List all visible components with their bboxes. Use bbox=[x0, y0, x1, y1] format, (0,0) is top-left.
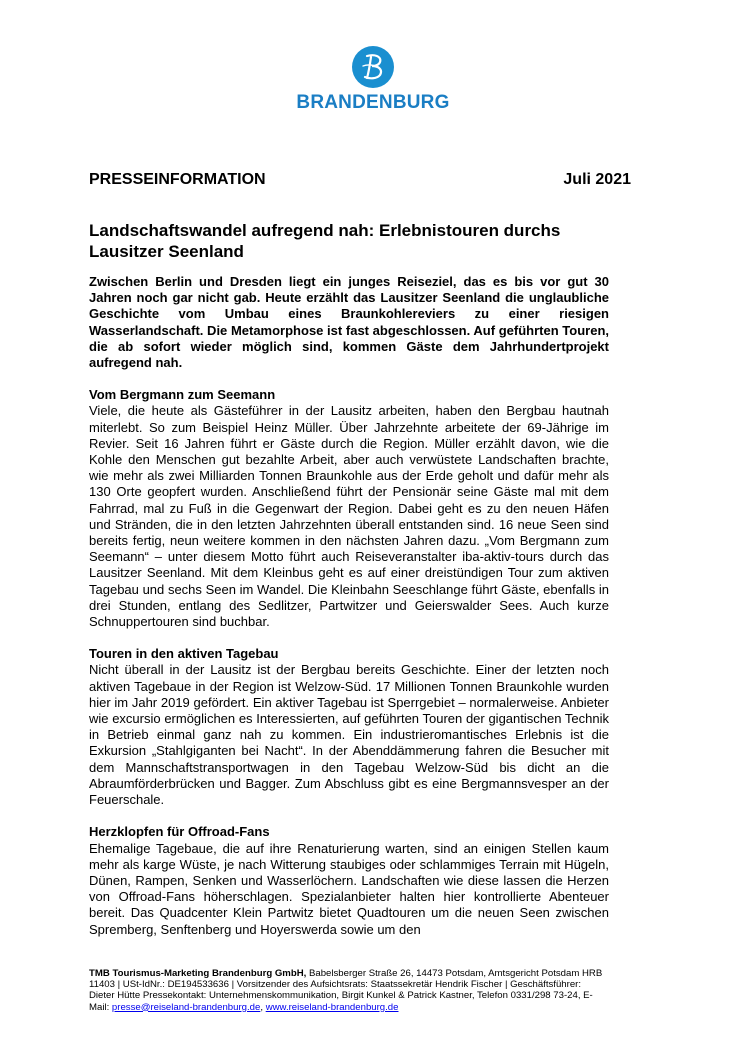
section-text: Ehemalige Tagebaue, die auf ihre Renaturierung warten, sind an einigen Stellen kaum mehr als karge Wüste, je nach Witterung staubiges oder schlammiges Terrain mit Hügeln, Dünen, Rampen, Senken und Wasserlöchern. Landschaften wie diese lassen die Herzen von Offroad-Fans höherschlagen. Spezialanbieter halten hier kontrollierte Abenteuer bereit. Das Quadcenter Klein Partwitz bietet Quadtouren um die neuen Seen zwischen Spremberg, Senftenberg und Hoyerswerda sowie um den bbox=[89, 840, 609, 937]
section-heading: Herzklopfen für Offroad-Fans bbox=[89, 824, 270, 840]
email-link[interactable]: presse@reiseland-brandenburg.de bbox=[111, 1001, 261, 1013]
website-link[interactable]: www.reiseland-brandenburg.de bbox=[265, 1001, 399, 1013]
press-date: Juli 2021 bbox=[563, 171, 631, 188]
section-heading: Vom Bergmann zum Seemann bbox=[89, 387, 276, 403]
section-text: Nicht überall in der Lausitz ist der Bergbau bereits Geschichte. Einer der letzten noch aktiven Tagebaue in der Region ist Welzow-Süd. 17 Millionen Tonnen Braunkohle wurden hier im Jahr 2019 gefördert. Ein aktiver Tagebau ist Sperrgebiet – normalerweise. Anbieter wie excursio ermöglichen es Interessierten, auf geführten Touren der gigantischen Technik in Betrieb einmal ganz nah zu kommen. Ein industrieromantisches Erlebnis ist die Exkursion „Stahlgiganten bei Nacht“. In der Abenddämmerung fahren die Besucher mit dem Mannschaftstransportwagen in den Tagebau Welzow-Süd bis dicht an die Abraumförderbrücken und Bagger. Zum Abschluss gibt es eine Bergmannsvesper an der Feuerschale. bbox=[89, 662, 609, 808]
footer-details: Babelsberger Straße 26, 14473 Potsdam, Amtsgericht Potsdam HRB 11403 | USt-IdNr.: DE194533636 | Vorsitzender des Aufsichtsrats: Staatssekretär Hendrik Fischer | Geschäftsführer: Dieter Hütte Pressekontakt: Unternehmenskommunikation, Birgit Kunkel & Patrick Kastner, Telefon 0331/298 73-24, E-Mail: bbox=[89, 968, 603, 1013]
press-label: PRESSEINFORMATION bbox=[89, 171, 266, 188]
section-tagebau bbox=[89, 646, 609, 808]
section-offroad bbox=[89, 824, 609, 937]
section-bergmann bbox=[89, 387, 609, 630]
footer-separator: , bbox=[260, 1001, 266, 1013]
section-heading: Touren in den aktiven Tagebau bbox=[89, 646, 279, 662]
page-title: Landschaftswandel aufregend nah: Erlebnistouren durchs Lausitzer Seenland bbox=[89, 221, 561, 261]
brandenburg-b-emblem-icon bbox=[352, 46, 394, 88]
brandenburg-logo bbox=[0, 46, 746, 114]
article-body bbox=[89, 274, 609, 938]
logo-wordmark: BRANDENBURG bbox=[296, 92, 450, 113]
lead-paragraph: Zwischen Berlin und Dresden liegt ein junges Reiseziel, das es bis vor gut 30 Jahren noch gar nicht gab. Heute erzählt das Lausitzer Seenland die unglaubliche Geschichte vom Umbau eines Braunkohlereviers zu einer riesigen Wasserlandschaft. Die Metamorphose ist fast abgeschlossen. Auf geführten Touren, die ab sofort wieder möglich sind, kommen Gäste dem Jahrhundertprojekt aufregend nah. bbox=[89, 274, 609, 371]
footer-imprint bbox=[89, 968, 609, 1013]
press-header bbox=[89, 171, 631, 189]
section-text: Viele, die heute als Gästeführer in der Lausitz arbeiten, haben den Bergbau hautnah miterlebt. So zum Beispiel Heinz Müller. Über Jahrzehnte arbeitete der 69-Jährige im Revier. Seit 16 Jahren führt er Gäste durch die Region. Müller erzählt davon, wie die Kohle den Menschen gut bezahlte Arbeit, aber auch verwüstete Landschaften brachte, wie mehr als zwei Milliarden Tonnen Braunkohle aus der Erde geholt und dafür mehr als 130 Orte geopfert wurden. Anschließend führt der Pensionär seine Gäste mal mit dem Fahrrad, mal zu Fuß in die Gegenwart der Region. Dabei geht es zu den neuen Häfen und Stränden, die in den letzten Jahrzehnten überall entstanden sind. 16 neue Seen sind bereits fertig, neun weitere kommen in den nächsten Jahren dazu. „Vom Bergmann zum Seemann“ – unter diesem Motto führt auch Reiseveranstalter iba-aktiv-tours durch das Lausitzer Seenland. Mit dem Kleinbus geht es auf einer dreistündigen Tour zum aktiven Tagebau und sechs Seen im Wandel. Die Kleinbahn Seeschlange führt Gäste, ebenfalls in drei Stunden, entlang des Sedlitzer, Partwitzer und Geierswalder Sees. Auch kurze Schnuppertouren sind buchbar. bbox=[89, 403, 609, 630]
footer-company: TMB Tourismus-Marketing Brandenburg GmbH, bbox=[89, 968, 307, 979]
